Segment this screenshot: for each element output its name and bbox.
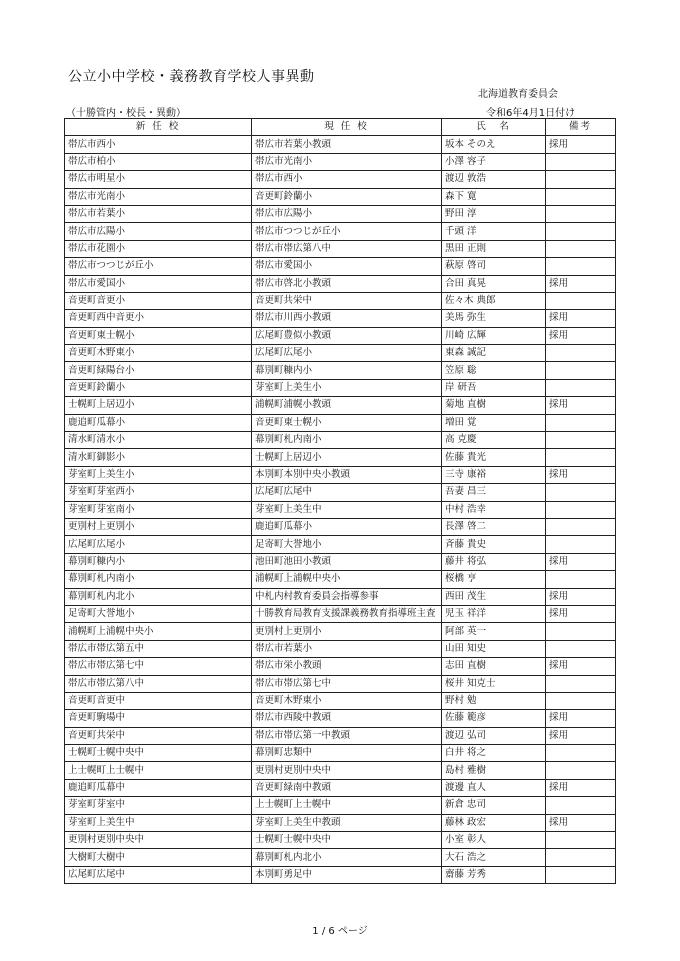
current-school-cell: 音更町緑南中教頭 (252, 779, 442, 796)
name-cell: 桜橋 亨 (442, 571, 546, 588)
new-school-cell: 帯広市若葉小 (65, 205, 252, 222)
new-school-cell: 帯広市広陽小 (65, 223, 252, 240)
new-school-cell: 足寄町大誉地小 (65, 605, 252, 622)
table-row (65, 553, 616, 570)
current-school-cell: 更別村上更別小 (252, 623, 442, 640)
table-row (65, 501, 616, 518)
name-cell: 桜井 知克士 (442, 675, 546, 692)
personnel-transfer-table (64, 118, 616, 884)
new-school-cell: 帯広市光南小 (65, 188, 252, 205)
new-school-cell: 鹿追町瓜幕中 (65, 779, 252, 796)
table-row (65, 153, 616, 170)
table-row (65, 658, 616, 675)
name-cell: 黒田 正則 (442, 240, 546, 257)
new-school-cell: 幕別町札内南小 (65, 571, 252, 588)
remarks-cell: 採用 (546, 814, 616, 831)
current-school-cell: 帯広市つつじが丘小 (252, 223, 442, 240)
new-school-cell: 広尾町広尾小 (65, 536, 252, 553)
table-row (65, 258, 616, 275)
name-cell: 渡辺 弘司 (442, 727, 546, 744)
remarks-cell: 採用 (546, 327, 616, 344)
remarks-cell (546, 414, 616, 431)
name-cell: 笠原 聡 (442, 362, 546, 379)
table-row (65, 588, 616, 605)
remarks-cell (546, 205, 616, 222)
current-school-cell: 本別町本別中央小教頭 (252, 466, 442, 483)
table-row (65, 171, 616, 188)
name-cell: 高 克慶 (442, 432, 546, 449)
current-school-cell: 広尾町豊似小教頭 (252, 327, 442, 344)
remarks-cell (546, 432, 616, 449)
table-row (65, 675, 616, 692)
remarks-cell: 採用 (546, 658, 616, 675)
name-cell: 増田 覚 (442, 414, 546, 431)
name-cell: 斉藤 貴史 (442, 536, 546, 553)
name-cell: 藤井 将弘 (442, 553, 546, 570)
table-row (65, 449, 616, 466)
new-school-cell: 芽室町芽室南小 (65, 501, 252, 518)
name-cell: 東森 誠記 (442, 345, 546, 362)
new-school-cell: 上士幌町上士幌中 (65, 762, 252, 779)
name-cell: 佐藤 範彦 (442, 710, 546, 727)
scope-label: （十勝管内・校長・異動） (66, 108, 186, 119)
name-cell: 藤林 政宏 (442, 814, 546, 831)
current-school-cell: 足寄町大誉地小 (252, 536, 442, 553)
remarks-cell (546, 675, 616, 692)
remarks-cell (546, 692, 616, 709)
table-row (65, 779, 616, 796)
current-school-cell: 帯広市愛国小 (252, 258, 442, 275)
new-school-cell: 音更町西中音更小 (65, 310, 252, 327)
remarks-cell (546, 345, 616, 362)
table-row (65, 223, 616, 240)
current-school-cell: 帯広市川西小教頭 (252, 310, 442, 327)
table-row (65, 605, 616, 622)
name-cell: 菊地 直樹 (442, 397, 546, 414)
remarks-cell (546, 623, 616, 640)
table-row (65, 849, 616, 866)
name-cell: 小室 彰人 (442, 832, 546, 849)
new-school-cell: 士幌町上居辺小 (65, 397, 252, 414)
table-row (65, 536, 616, 553)
remarks-cell: 採用 (546, 397, 616, 414)
table-row (65, 188, 616, 205)
new-school-cell: 音更町緑陽台小 (65, 362, 252, 379)
remarks-cell: 採用 (546, 466, 616, 483)
remarks-cell (546, 258, 616, 275)
table-row (65, 136, 616, 153)
name-cell: 三寺 康裕 (442, 466, 546, 483)
table-row (65, 362, 616, 379)
current-school-cell: 幕別町札内南小 (252, 432, 442, 449)
new-school-cell: 鹿追町瓜幕小 (65, 414, 252, 431)
remarks-cell (546, 292, 616, 309)
name-cell: 森下 寛 (442, 188, 546, 205)
table-row (65, 466, 616, 483)
table-row (65, 814, 616, 831)
name-cell: 千頭 洋 (442, 223, 546, 240)
name-cell: 渡邊 直人 (442, 779, 546, 796)
current-school-cell: 芽室町上美生小 (252, 379, 442, 396)
current-school-cell: 幕別町糠内小 (252, 362, 442, 379)
current-school-cell: 中札内村教育委員会指導参事 (252, 588, 442, 605)
current-school-cell: 本別町勇足中 (252, 866, 442, 883)
current-school-cell: 浦幌町浦幌小教頭 (252, 397, 442, 414)
current-school-cell: 帯広市若葉小 (252, 640, 442, 657)
remarks-cell (546, 171, 616, 188)
name-cell: 川崎 広輝 (442, 327, 546, 344)
remarks-cell (546, 379, 616, 396)
new-school-cell: 音更町音更中 (65, 692, 252, 709)
new-school-cell: 広尾町広尾中 (65, 866, 252, 883)
current-school-cell: 広尾町広尾小 (252, 345, 442, 362)
name-cell: 岸 研吾 (442, 379, 546, 396)
current-school-cell: 帯広市帯広第一中教頭 (252, 727, 442, 744)
current-school-cell: 音更町東士幌小 (252, 414, 442, 431)
new-school-cell: 帯広市花園小 (65, 240, 252, 257)
name-cell: 佐藤 貴光 (442, 449, 546, 466)
name-cell: 阿部 英一 (442, 623, 546, 640)
page-number: 1 / 6 ページ (312, 926, 368, 937)
current-school-cell: 音更町木野東小 (252, 692, 442, 709)
remarks-cell (546, 518, 616, 535)
name-cell: 大石 浩之 (442, 849, 546, 866)
remarks-cell: 採用 (546, 779, 616, 796)
name-cell: 齋藤 芳秀 (442, 866, 546, 883)
remarks-cell (546, 484, 616, 501)
name-cell: 新倉 忠司 (442, 797, 546, 814)
current-school-cell: 幕別町忠類中 (252, 745, 442, 762)
new-school-cell: 更別村上更別小 (65, 518, 252, 535)
column-header-new-school: 新 任 校 (65, 119, 252, 136)
table-row (65, 640, 616, 657)
current-school-cell: 帯広市帯広第七中 (252, 675, 442, 692)
remarks-cell (546, 745, 616, 762)
current-school-cell: 芽室町上美生中教頭 (252, 814, 442, 831)
name-cell: 小澤 容子 (442, 153, 546, 170)
name-cell: 美馬 弥生 (442, 310, 546, 327)
new-school-cell: 更別村更別中央中 (65, 832, 252, 849)
current-school-cell: 音更町鈴蘭小 (252, 188, 442, 205)
table-row (65, 571, 616, 588)
new-school-cell: 帯広市帯広第七中 (65, 658, 252, 675)
name-cell: 野田 淳 (442, 205, 546, 222)
name-cell: 白井 将之 (442, 745, 546, 762)
name-cell: 志田 直樹 (442, 658, 546, 675)
current-school-cell: 上士幌町上士幌中 (252, 797, 442, 814)
remarks-cell: 採用 (546, 710, 616, 727)
new-school-cell: 音更町駒場中 (65, 710, 252, 727)
remarks-cell: 採用 (546, 136, 616, 153)
table-row (65, 518, 616, 535)
remarks-cell (546, 536, 616, 553)
current-school-cell: 帯広市西陵中教頭 (252, 710, 442, 727)
name-cell: 中村 浩幸 (442, 501, 546, 518)
remarks-cell (546, 762, 616, 779)
current-school-cell: 士幌町士幌中央中 (252, 832, 442, 849)
remarks-cell: 採用 (546, 605, 616, 622)
name-cell: 山田 知史 (442, 640, 546, 657)
table-row (65, 484, 616, 501)
table-row (65, 292, 616, 309)
remarks-cell (546, 849, 616, 866)
table-row (65, 432, 616, 449)
new-school-cell: 帯広市西小 (65, 136, 252, 153)
issuing-organization: 北海道教育委員会 (478, 89, 558, 100)
current-school-cell: 音更町共栄中 (252, 292, 442, 309)
table-row (65, 275, 616, 292)
current-school-cell: 帯広市栄小教頭 (252, 658, 442, 675)
new-school-cell: 音更町鈴蘭小 (65, 379, 252, 396)
remarks-cell: 採用 (546, 310, 616, 327)
table-body (65, 136, 616, 884)
name-cell: 渡辺 敦浩 (442, 171, 546, 188)
remarks-cell (546, 640, 616, 657)
current-school-cell: 広尾町広尾中 (252, 484, 442, 501)
current-school-cell: 帯広市帯広第八中 (252, 240, 442, 257)
effective-date: 令和6年4月1日付け (486, 108, 576, 119)
table-header-row (65, 119, 616, 136)
current-school-cell: 鹿追町瓜幕小 (252, 518, 442, 535)
name-cell: 野村 勉 (442, 692, 546, 709)
new-school-cell: 帯広市愛国小 (65, 275, 252, 292)
column-header-name: 氏 名 (442, 119, 546, 136)
new-school-cell: 大樹町大樹中 (65, 849, 252, 866)
table-row (65, 310, 616, 327)
new-school-cell: 帯広市帯広第八中 (65, 675, 252, 692)
table-row (65, 710, 616, 727)
new-school-cell: 帯広市明星小 (65, 171, 252, 188)
remarks-cell (546, 866, 616, 883)
current-school-cell: 帯広市若葉小教頭 (252, 136, 442, 153)
new-school-cell: 帯広市つつじが丘小 (65, 258, 252, 275)
new-school-cell: 浦幌町上浦幌中央小 (65, 623, 252, 640)
remarks-cell (546, 153, 616, 170)
table-row (65, 727, 616, 744)
current-school-cell: 帯広市西小 (252, 171, 442, 188)
current-school-cell: 士幌町上居辺小 (252, 449, 442, 466)
remarks-cell: 採用 (546, 588, 616, 605)
table-row (65, 762, 616, 779)
remarks-cell (546, 362, 616, 379)
new-school-cell: 帯広市帯広第五中 (65, 640, 252, 657)
column-header-remarks: 備考 (546, 119, 616, 136)
name-cell: 合田 真晃 (442, 275, 546, 292)
table-row (65, 397, 616, 414)
name-cell: 島村 雅樹 (442, 762, 546, 779)
new-school-cell: 音更町音更小 (65, 292, 252, 309)
new-school-cell: 幕別町糠内小 (65, 553, 252, 570)
current-school-cell: 芽室町上美生中 (252, 501, 442, 518)
document-title: 公立小中学校・義務教育学校人事異動 (68, 69, 315, 85)
table-row (65, 692, 616, 709)
remarks-cell (546, 188, 616, 205)
name-cell: 佐々木 典郎 (442, 292, 546, 309)
current-school-cell: 帯広市広陽小 (252, 205, 442, 222)
table-row (65, 414, 616, 431)
remarks-cell (546, 240, 616, 257)
new-school-cell: 幕別町札内北小 (65, 588, 252, 605)
table-row (65, 866, 616, 883)
table-row (65, 379, 616, 396)
remarks-cell (546, 832, 616, 849)
name-cell: 西田 茂生 (442, 588, 546, 605)
table-row (65, 797, 616, 814)
name-cell: 児玉 祥洋 (442, 605, 546, 622)
current-school-cell: 十勝教育局教育支援課義務教育指導班主査 (252, 605, 442, 622)
remarks-cell (546, 797, 616, 814)
remarks-cell: 採用 (546, 275, 616, 292)
new-school-cell: 芽室町芽室西小 (65, 484, 252, 501)
new-school-cell: 音更町木野東小 (65, 345, 252, 362)
table-row (65, 345, 616, 362)
current-school-cell: 帯広市啓北小教頭 (252, 275, 442, 292)
table-row (65, 240, 616, 257)
current-school-cell: 帯広市光南小 (252, 153, 442, 170)
remarks-cell: 採用 (546, 553, 616, 570)
column-header-current-school: 現 任 校 (252, 119, 442, 136)
table-row (65, 745, 616, 762)
new-school-cell: 音更町東士幌小 (65, 327, 252, 344)
name-cell: 吾妻 昌三 (442, 484, 546, 501)
current-school-cell: 更別村更別中央中 (252, 762, 442, 779)
new-school-cell: 芽室町上美生小 (65, 466, 252, 483)
name-cell: 萩原 啓司 (442, 258, 546, 275)
remarks-cell (546, 449, 616, 466)
table-row (65, 327, 616, 344)
remarks-cell: 採用 (546, 727, 616, 744)
new-school-cell: 清水町御影小 (65, 449, 252, 466)
table-row (65, 205, 616, 222)
new-school-cell: 芽室町芽室中 (65, 797, 252, 814)
name-cell: 長澤 啓二 (442, 518, 546, 535)
table-row (65, 623, 616, 640)
new-school-cell: 士幌町士幌中央中 (65, 745, 252, 762)
new-school-cell: 清水町清水小 (65, 432, 252, 449)
current-school-cell: 池田町池田小教頭 (252, 553, 442, 570)
name-cell: 坂本 そのえ (442, 136, 546, 153)
current-school-cell: 浦幌町上浦幌中央小 (252, 571, 442, 588)
table-row (65, 832, 616, 849)
new-school-cell: 帯広市柏小 (65, 153, 252, 170)
remarks-cell (546, 223, 616, 240)
current-school-cell: 幕別町札内北小 (252, 849, 442, 866)
new-school-cell: 音更町共栄中 (65, 727, 252, 744)
remarks-cell (546, 571, 616, 588)
new-school-cell: 芽室町上美生中 (65, 814, 252, 831)
remarks-cell (546, 501, 616, 518)
